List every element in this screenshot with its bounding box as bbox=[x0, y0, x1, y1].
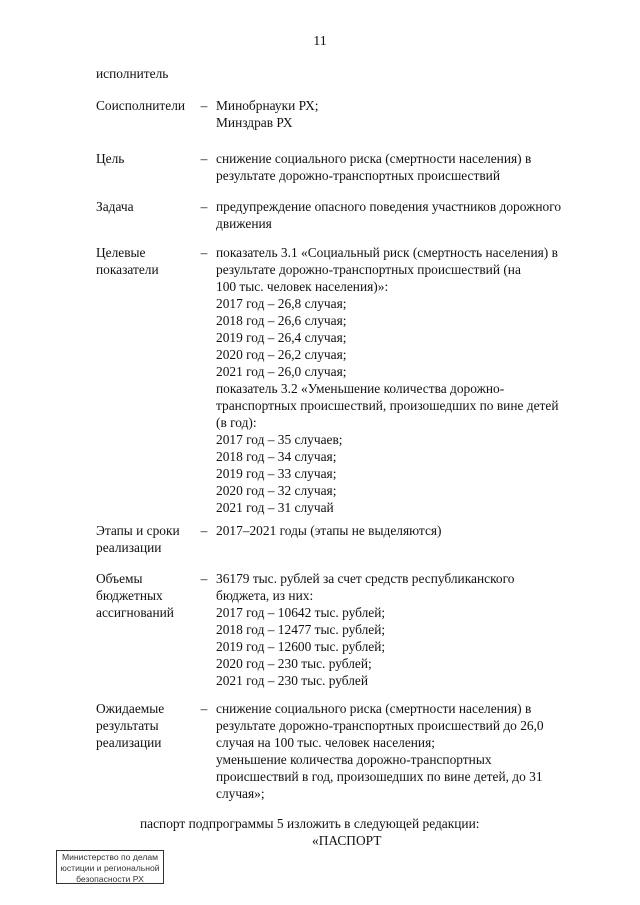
page-number: 11 bbox=[313, 34, 327, 49]
row-value bbox=[216, 198, 584, 232]
row-value bbox=[216, 97, 584, 131]
row-label bbox=[96, 700, 196, 751]
row-value-line: 2021 год – 31 случай bbox=[216, 500, 334, 515]
row-value-line: 2021 год – 26,0 случая; bbox=[216, 364, 347, 379]
row-value-line: случая на 100 тыс. человек населения; bbox=[216, 735, 435, 750]
row-value-line: 2018 год – 26,6 случая; bbox=[216, 313, 347, 328]
row-label-line: реализации bbox=[96, 540, 162, 555]
row-value-line: 2020 год – 32 случая; bbox=[216, 483, 337, 498]
row-label bbox=[96, 522, 196, 556]
row-value-line: 2017 год – 26,8 случая; bbox=[216, 296, 347, 311]
row-label-line: Целевые bbox=[96, 245, 146, 260]
row-value-line: 100 тыс. человек населения)»: bbox=[216, 279, 389, 294]
passport-heading: «ПАСПОРТ bbox=[312, 833, 382, 848]
row-value-line: 2020 год – 26,2 случая; bbox=[216, 347, 347, 362]
row-label-line: Объемы bbox=[96, 571, 143, 586]
row-label bbox=[96, 198, 196, 215]
amendment-instruction: паспорт подпрограммы 5 изложить в следующей редакции: bbox=[140, 816, 480, 831]
row-value bbox=[216, 150, 584, 184]
row-value-line: бюджета, из них: bbox=[216, 588, 314, 603]
row-value-line: Минобрнауки РХ; bbox=[216, 98, 319, 113]
row-dash: – bbox=[200, 523, 208, 538]
row-value-line: результате дорожно-транспортных происшествий (на bbox=[216, 262, 521, 277]
stamp-line: безопасности РХ bbox=[76, 874, 144, 884]
row-value-line: Минздрав РХ bbox=[216, 115, 293, 130]
row-value-line: предупреждение опасного поведения участников дорожного bbox=[216, 199, 562, 214]
stamp-line: Министерство по делам bbox=[61, 852, 159, 862]
row-dash: – bbox=[200, 151, 208, 166]
row-value-line: движения bbox=[216, 216, 272, 231]
row-label bbox=[96, 570, 196, 621]
row-value-line: 2019 год – 26,4 случая; bbox=[216, 330, 347, 345]
row-value-line: уменьшение количества дорожно-транспортных bbox=[216, 752, 492, 767]
row-value-line: показатель 3.2 «Уменьшение количества дорожно- bbox=[216, 381, 505, 396]
row-value-line: 2019 год – 12600 тыс. рублей; bbox=[216, 639, 386, 654]
row-dash: – bbox=[200, 571, 208, 586]
row-dash: – bbox=[200, 701, 208, 716]
row-value bbox=[216, 244, 584, 516]
row-value bbox=[216, 700, 584, 802]
row-label-line: реализации bbox=[96, 735, 162, 750]
row-dash: – bbox=[200, 199, 208, 214]
row-value-line: результате дорожно-транспортных происшествий bbox=[216, 168, 500, 183]
ministry-stamp bbox=[56, 850, 164, 884]
row-label bbox=[96, 97, 196, 114]
row-value-line: 2017–2021 годы (этапы не выделяются) bbox=[216, 523, 442, 538]
row-value-line: снижение социального риска (смертности населения) в bbox=[216, 701, 532, 716]
row-value-line: снижение социального риска (смертности населения) в bbox=[216, 151, 532, 166]
stamp-line: юстиции и региональной bbox=[60, 863, 160, 873]
top-line: исполнитель bbox=[96, 66, 169, 81]
row-value-line: 2017 год – 10642 тыс. рублей; bbox=[216, 605, 386, 620]
row-value-line: (в год): bbox=[216, 415, 257, 430]
row-value bbox=[216, 522, 584, 539]
row-label bbox=[96, 150, 196, 167]
row-value-line: 2021 год – 230 тыс. рублей bbox=[216, 673, 369, 688]
row-label-line: бюджетных bbox=[96, 588, 163, 603]
row-label-line: Ожидаемые bbox=[96, 701, 165, 716]
row-label-line: Этапы и сроки bbox=[96, 523, 180, 538]
row-dash: – bbox=[200, 98, 208, 113]
row-value-line: случая»; bbox=[216, 786, 265, 801]
row-label-line: Задача bbox=[96, 199, 134, 214]
row-value-line: 2018 год – 34 случая; bbox=[216, 449, 337, 464]
row-label bbox=[96, 244, 196, 278]
row-label-line: ассигнований bbox=[96, 605, 174, 620]
row-value-line: происшествий в год, произошедших по вине детей, до 31 bbox=[216, 769, 543, 784]
row-value-line: результате дорожно-транспортных происшествий до 26,0 bbox=[216, 718, 544, 733]
row-label-line: результаты bbox=[96, 718, 159, 733]
row-value-line: 36179 тыс. рублей за счет средств республиканского bbox=[216, 571, 515, 586]
row-value-line: показатель 3.1 «Социальный риск (смертность населения) в bbox=[216, 245, 558, 260]
row-label-line: показатели bbox=[96, 262, 159, 277]
row-value-line: 2017 год – 35 случаев; bbox=[216, 432, 343, 447]
row-value-line: 2020 год – 230 тыс. рублей; bbox=[216, 656, 372, 671]
row-value-line: 2019 год – 33 случая; bbox=[216, 466, 337, 481]
row-label-line: Соисполнители bbox=[96, 98, 186, 113]
row-value bbox=[216, 570, 584, 689]
row-label-line: Цель bbox=[96, 151, 125, 166]
row-dash: – bbox=[200, 245, 208, 260]
row-value-line: транспортных происшествий, произошедших по вине детей bbox=[216, 398, 559, 413]
row-value-line: 2018 год – 12477 тыс. рублей; bbox=[216, 622, 386, 637]
